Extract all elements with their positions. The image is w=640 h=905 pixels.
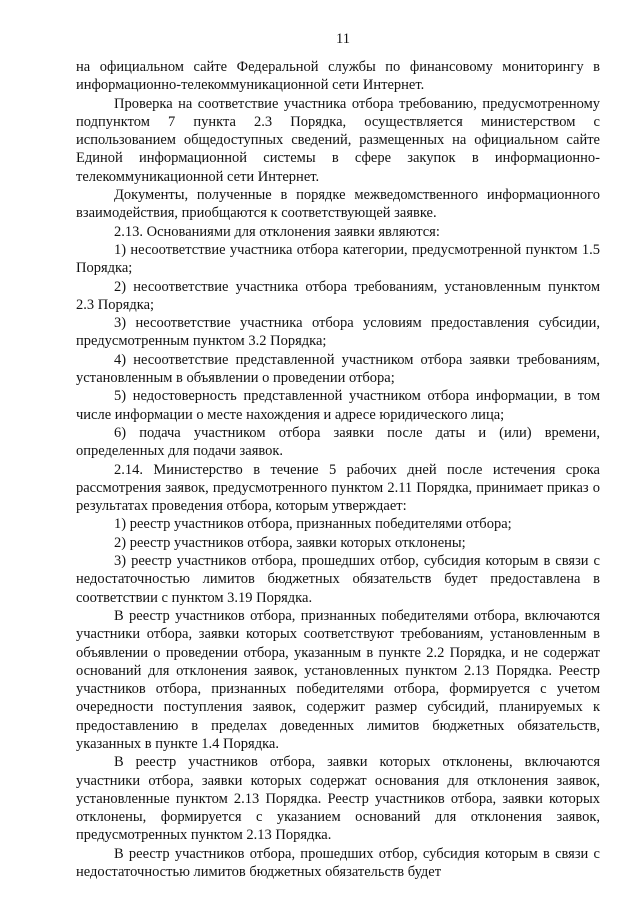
list-item-2-14-3: 3) реестр участников отбора, прошедших отбор, субсидия которым в связи с недостаточностью лимитов бюджетных обязательств будет предоставлена в соответствии с пунктом 3.19 Порядка.: [76, 553, 600, 606]
list-item-2-13-6: 6) подача участником отбора заявки после даты и (или) времени, определенных для подачи заявок.: [76, 424, 600, 460]
list-item-2-13-3: 3) несоответствие участника отбора условиям предоставления субсидии, предусмотренным пунктом 3.2 Порядка;: [76, 315, 600, 350]
list-item-2-14-1: 1) реестр участников отбора, признанных победителями отбора;: [114, 516, 512, 533]
list-item-2-13-5: 5) недостоверность представленной участником отбора информации, в том числе информации о месте нахождения и адресе юридического лица;: [76, 388, 600, 423]
paragraph-documents: Документы, полученные в порядке межведомственного информационного взаимодействия, приобщаются к соответствующей заявке.: [76, 187, 600, 222]
paragraph-rejected-registry: В реестр участников отбора, заявки которых отклонены, включаются участники отбора, заявки которых содержат основания для отклонения заявок, установленные пунктом 2.13 Порядка. Реестр участников отбора, заявки которых отклонены, формируется с указанием оснований для отклонения заявок, предусмотренных пунктом 2.13 Порядка.: [76, 754, 600, 844]
paragraph-2-14: 2.14. Министерство в течение 5 рабочих дней после истечения срока рассмотрения заявок, предусмотренного пунктом 2.11 Порядка, принимает приказ о результатах проведения отбора, которым утверждает:: [76, 461, 600, 515]
paragraph-passed-registry: В реестр участников отбора, прошедших отбор, субсидия которым в связи с недостаточностью лимитов бюджетных обязательств будет: [76, 845, 600, 881]
paragraph-continuation: на официальном сайте Федеральной службы по финансовому мониторингу в информационно-телекоммуникационной сети Интернет.: [76, 59, 600, 94]
list-item-2-13-2: 2) несоответствие участника отбора требованиям, установленным пунктом 2.3 Порядка;: [76, 278, 600, 313]
paragraph-verification: Проверка на соответствие участника отбора требованию, предусмотренному подпунктом 7 пункта 2.3 Порядка, осуществляется министерством с использованием общедоступных сведений, размещенных на официальном сайте Единой информационной системы в сфере закупок в информационно-телекоммуникационной сети Интернет.: [76, 95, 600, 185]
paragraph-2-13-heading: 2.13. Основаниями для отклонения заявки являются:: [114, 223, 440, 240]
list-item-2-13-4: 4) несоответствие представленной участником отбора заявки требованиям, установленным в объявлении о проведении отбора;: [76, 351, 600, 387]
list-item-2-14-2: 2) реестр участников отбора, заявки которых отклонены;: [114, 534, 466, 551]
list-item-2-13-1: 1) несоответствие участника отбора категории, предусмотренной пунктом 1.5 Порядка;: [76, 241, 600, 277]
document-page: [76, 30, 600, 881]
paragraph-winners-registry: В реестр участников отбора, признанных победителями отбора, включаются участники отбора, заявки которых соответствуют требованиям, установленным в объявлении о проведении отбора, указанным в пункте 2.2 Порядка, и не содержат оснований для отклонения заявок, установленных пунктом 2.13 Порядка. Реестр участников отбора, признанных победителями отбора, формируется с учетом очередности поступления заявок, содержит размер субсидий, планируемых к предоставлению в пределах доведенных лимитов бюджетных обязательств, указанных в пункте 1.4 Порядка.: [76, 607, 600, 752]
page-number: 11: [336, 31, 350, 47]
